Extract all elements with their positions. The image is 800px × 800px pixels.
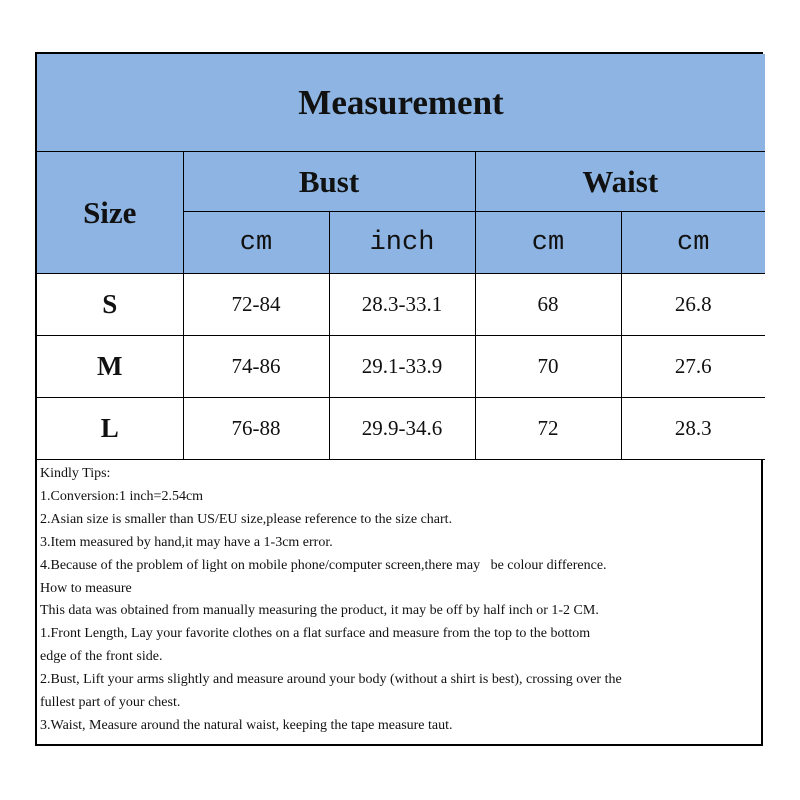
- table-cell: 26.8: [621, 274, 765, 336]
- table-row: [37, 398, 765, 460]
- tip-line: 2.Asian size is smaller than US/EU size,please reference to the size chart.: [40, 511, 453, 527]
- tip-line: 1.Front Length, Lay your favorite clothes on a flat surface and measure from the top to the bottom: [40, 626, 591, 642]
- tip-line: 3.Item measured by hand,it may have a 1-3cm error.: [40, 534, 333, 550]
- table-cell: 29.9-34.6: [329, 398, 475, 460]
- table-cell: 68: [475, 274, 621, 336]
- table-cell: 27.6: [621, 336, 765, 398]
- tip-line: 2.Bust, Lift your arms slightly and measure around your body (without a shirt is best), crossing over the: [40, 672, 622, 688]
- tip-line: edge of the front side.: [40, 649, 163, 665]
- tip-line: 4.Because of the problem of light on mobile phone/computer screen,there may be colour difference.: [40, 557, 607, 573]
- tip-line: 3.Waist, Measure around the natural waist, keeping the tape measure taut.: [40, 717, 453, 733]
- table-cell: 28.3: [621, 398, 765, 460]
- waist-header: Waist: [475, 152, 765, 212]
- table-row: [37, 274, 765, 336]
- table-cell: 28.3-33.1: [329, 274, 475, 336]
- tips-section: [37, 460, 761, 738]
- table-cell: 72-84: [183, 274, 329, 336]
- table-cell: 70: [475, 336, 621, 398]
- size-label: S: [37, 274, 183, 336]
- tip-line: This data was obtained from manually measuring the product, it may be off by half inch or 1-2 CM.: [40, 603, 599, 619]
- how-to-measure-heading: How to measure: [40, 580, 132, 596]
- table-cell: 72: [475, 398, 621, 460]
- size-label: L: [37, 398, 183, 460]
- size-label: M: [37, 336, 183, 398]
- bust-header: Bust: [183, 152, 475, 212]
- table-cell: 76-88: [183, 398, 329, 460]
- size-header: Size: [37, 152, 183, 274]
- size-chart: [35, 52, 763, 746]
- table-title: Measurement: [37, 54, 765, 152]
- tips-heading: Kindly Tips:: [40, 466, 111, 481]
- table-cell: 74-86: [183, 336, 329, 398]
- table-cell: 29.1-33.9: [329, 336, 475, 398]
- tip-line: fullest part of your chest.: [40, 695, 181, 711]
- unit-header: cm: [621, 212, 765, 274]
- size-table: [37, 54, 765, 460]
- tip-line: 1.Conversion:1 inch=2.54cm: [40, 488, 204, 504]
- unit-header: cm: [183, 212, 329, 274]
- unit-header: cm: [475, 212, 621, 274]
- table-row: [37, 336, 765, 398]
- unit-header: inch: [329, 212, 475, 274]
